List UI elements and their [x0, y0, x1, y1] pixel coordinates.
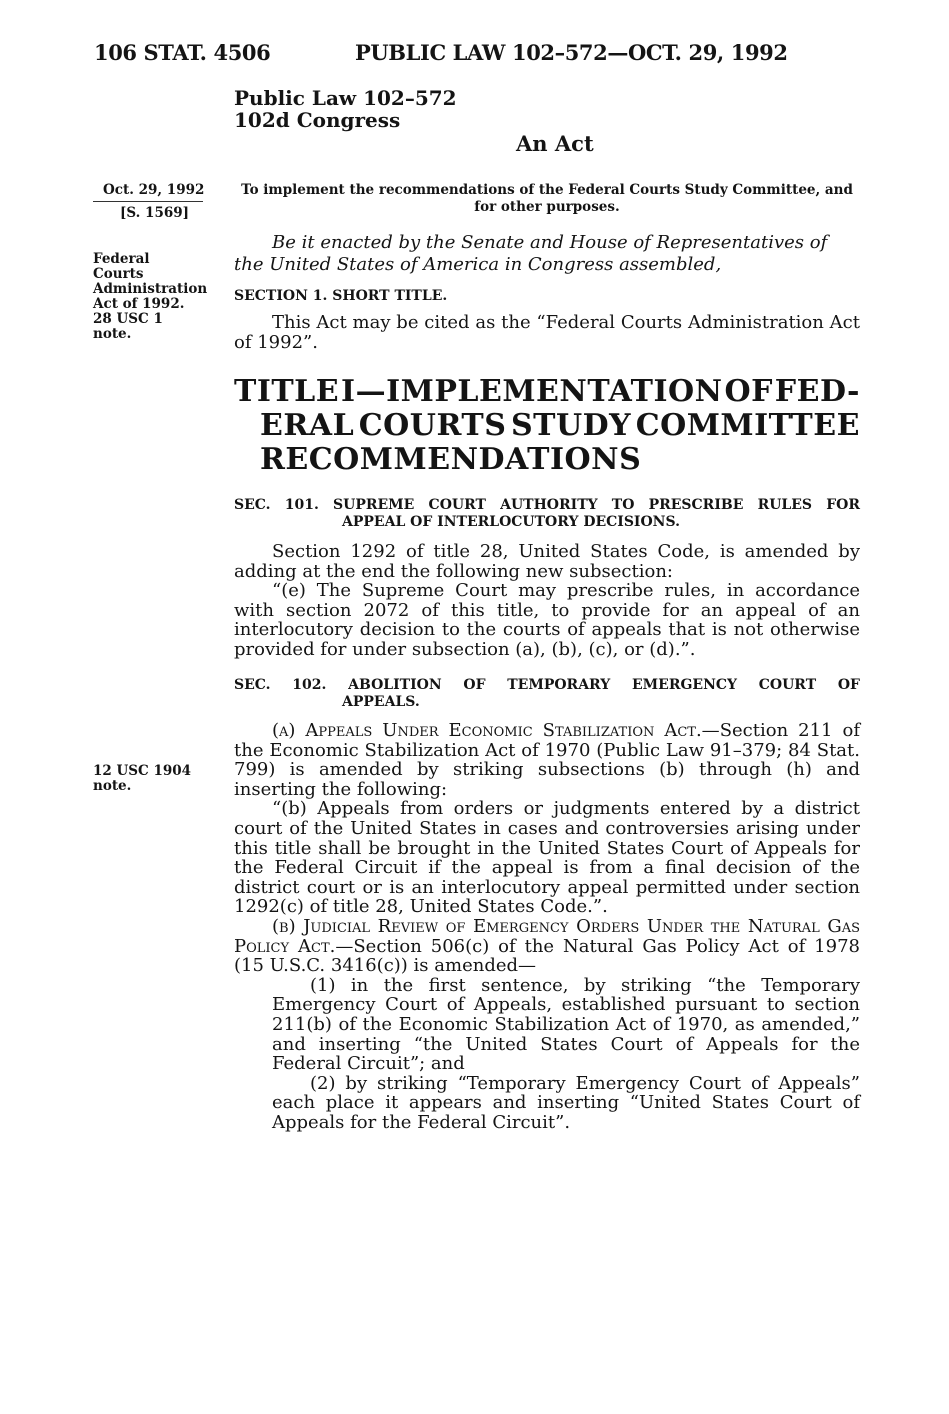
subsection-b: (b) Judicial Review of Emergency Orders Under the Natural Gas Policy Act.—Section 506(c) of the Natural Gas Policy Act of 1978 (15 U.S.C. 3416(c)) is amended—: [234, 915, 860, 977]
section-1-text: This Act may be cited as the “Federal Courts Administration Act of 1992”.: [234, 312, 860, 353]
margin-divider: [93, 201, 203, 202]
enactment-date: Oct. 29, 1992: [103, 182, 205, 198]
subsection-a: (a) Appeals Under Economic Stabilization Act.—Section 211 of the Economic Stabilization Act of 1970 (Public Law 91–379; 84 Stat. 799) is amended by striking subsections (b) through (h) and inserting the following:: [234, 720, 860, 800]
running-title: PUBLIC LAW 102–572—OCT. 29, 1992: [355, 40, 788, 65]
law-number: Public Law 102–572: [234, 86, 457, 110]
subsection-a-quote: “(b) Appeals from orders or judgments entered by a district court of the United States in cases and controversies arising under this title shall be brought in the United States Court of Appeals for the Federal Circuit if the appeal is from a final decision of the district court or is an interlocutory appeal permitted under section 1292(c) of title 28, United States Code.”.: [234, 798, 860, 918]
page-reference: 106 STAT. 4506: [94, 40, 271, 65]
sec-102-body: [234, 721, 860, 1132]
act-label: An Act: [516, 131, 594, 156]
sec-101-heading: SEC. 101. SUPREME COURT AUTHORITY TO PRESCRIBE RULES FOR APPEAL OF INTERLOCUTORY DECISIONS.: [234, 497, 860, 530]
sec-101-body: Section 1292 of title 28, United States Code, is amended by adding at the end the following new subsection: “(e) The Supreme Court may prescribe rules, in accordance with section 2072 of this title, to provide for an appeal of an interlocutory decision to the courts of appeals that is not otherwise provided for under subsection (a), (b), (c), or (d).”.: [234, 541, 860, 660]
enacting-clause: Be it enacted by the Senate and House of Representatives of the United States of America in Congress assembled,: [234, 232, 828, 275]
section-1-heading: SECTION 1. SHORT TITLE.: [234, 288, 448, 304]
margin-note-usc: 12 USC 1904 note.: [93, 763, 192, 794]
margin-note-short-title: Federal Courts Administration Act of 1992. 28 USC 1 note.: [93, 251, 208, 342]
title-1-heading: TITLE I—IMPLEMENTATION OF FED- ERAL COURTS STUDY COMMITTEE RECOMMENDATIONS: [234, 374, 860, 477]
purpose-statement: To implement the recommendations of the Federal Courts Study Committee, and for other purposes.: [241, 182, 853, 215]
subsection-b-paragraph-1: (1) in the first sentence, by striking “the Temporary Emergency Court of Appeals, established pursuant to section 211(b) of the Economic Stabilization Act of 1970, as amended,” and inserting “the United States Court of Appeals for the Federal Circuit”; and: [272, 974, 860, 1075]
congress: 102d Congress: [234, 108, 401, 132]
subsection-b-paragraph-2: (2) by striking “Temporary Emergency Court of Appeals” each place it appears and inserting “United States Court of Appeals for the Federal Circuit”.: [272, 1072, 860, 1133]
bill-number: [S. 1569]: [120, 205, 190, 221]
sec-102-heading: SEC. 102. ABOLITION OF TEMPORARY EMERGENCY COURT OF APPEALS.: [234, 677, 860, 710]
